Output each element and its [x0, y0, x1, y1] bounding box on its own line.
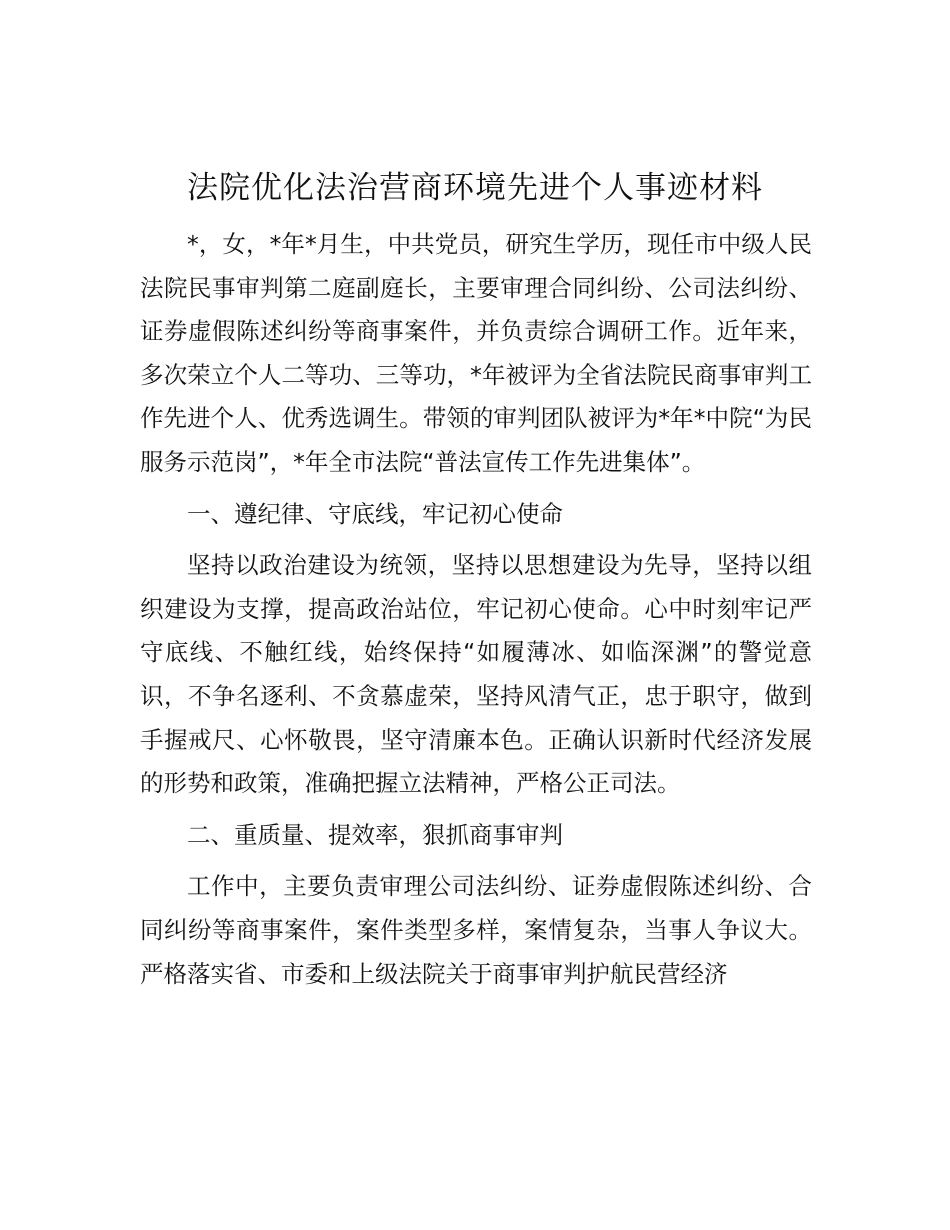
- document-body: [140, 223, 812, 996]
- section-1-paragraph: 坚持以政治建设为统领，坚持以思想建设为先导，坚持以组织建设为支撑，提高政治站位，牢记初心使命。心中时刻牢记严守底线、不触红线，始终保持“如履薄冰、如临深渊”的警觉意识，不争名逐利、不贪慕虚荣，坚持风清气正，忠于职守，做到手握戒尺、心怀敬畏，坚守清廉本色。正确认识新时代经济发展的形势和政策，准确把握立法精神，严格公正司法。: [140, 551, 812, 798]
- section-2-paragraph: 工作中，主要负责审理公司法纠纷、证券虚假陈述纠纷、合同纠纷等商事案件，案件类型多样，案情复杂，当事人争议大。严格落实省、市委和上级法院关于商事审判护航民营经济: [140, 872, 812, 988]
- section-1-heading: 一、遵纪律、守底线，牢记初心使命: [187, 499, 563, 528]
- intro-paragraph: *，女，*年*月生，中共党员，研究生学历，现任市中级人民法院民事审判第二庭副庭长，主要审理合同纠纷、公司法纠纷、证券虚假陈述纠纷等商事案件，并负责综合调研工作。近年来，多次荣立个人二等功、三等功，*年被评为全省法院民商事审判工作先进个人、优秀选调生。带领的审判团队被评为*年*中院“为民服务示范岗”，*年全市法院“普法宣传工作先进集体”。: [140, 230, 812, 476]
- document-title: 法院优化法治营商环境先进个人事迹材料: [187, 170, 763, 206]
- section-2-heading: 二、重质量、提效率，狠抓商事审判: [187, 820, 563, 849]
